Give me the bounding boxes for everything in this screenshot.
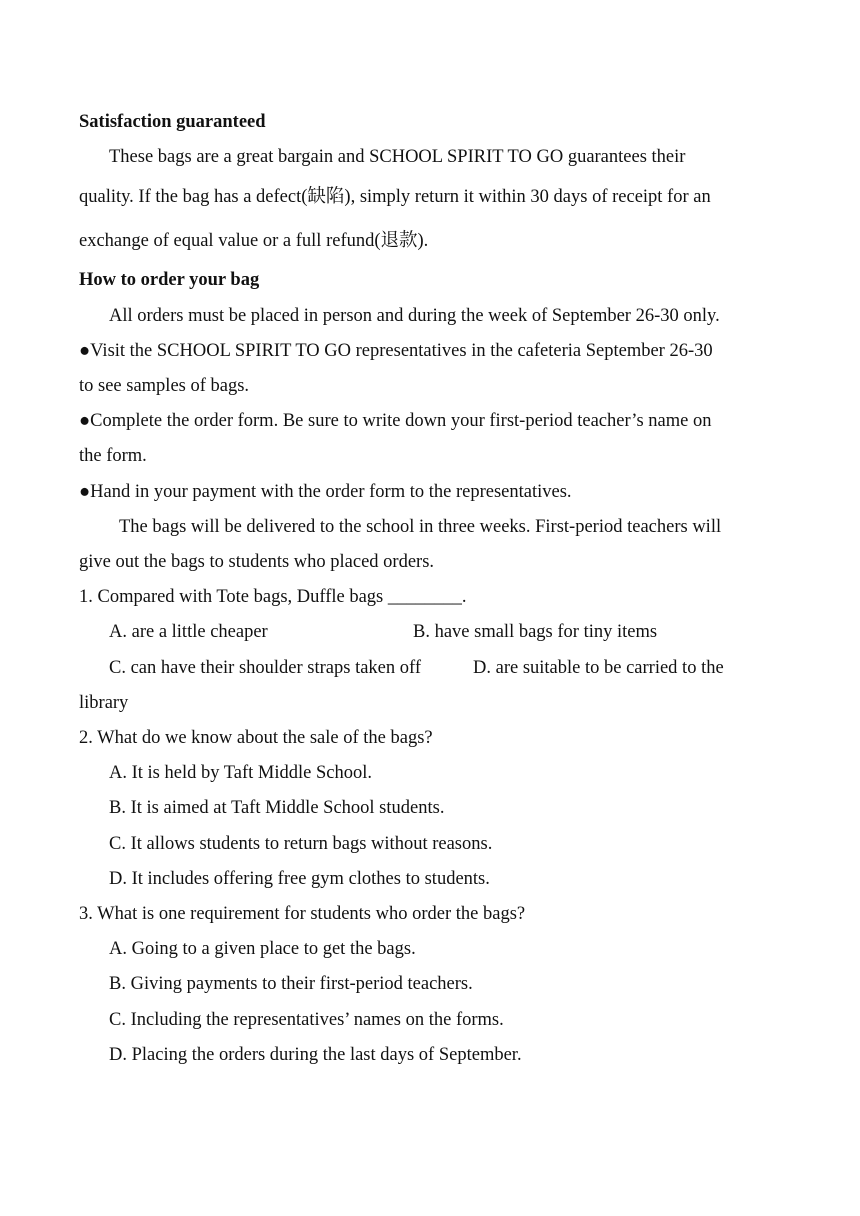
question-1-options-cd bbox=[79, 651, 779, 686]
question-3-option-b: B. Giving payments to their first-period teachers. bbox=[109, 974, 473, 995]
bullet-3: ●Hand in your payment with the order form to the representatives. bbox=[79, 481, 572, 502]
question-2-option-b: B. It is aimed at Taft Middle School students. bbox=[109, 798, 445, 819]
question-3-stem: 3. What is one requirement for students who order the bags? bbox=[79, 904, 526, 925]
delivery-line-1: The bags will be delivered to the school in three weeks. First-period teachers will bbox=[119, 516, 722, 537]
satisfaction-line-2: quality. If the bag has a defect(缺陷), simply return it within 30 days of receipt for an bbox=[79, 187, 711, 208]
question-1-stem: 1. Compared with Tote bags, Duffle bags ________. bbox=[79, 587, 467, 608]
bullet-1-line-2: to see samples of bags. bbox=[79, 376, 250, 397]
question-1-option-b: B. have small bags for tiny items bbox=[413, 622, 658, 643]
bullet-2-line-1: ●Complete the order form. Be sure to write down your first-period teacher’s name on bbox=[79, 411, 712, 432]
question-1-option-d-continued: library bbox=[79, 692, 129, 713]
order-intro: All orders must be placed in person and during the week of September 26-30 only. bbox=[109, 305, 720, 326]
section-heading-how-to-order: How to order your bag bbox=[79, 270, 260, 291]
question-1-option-a: A. are a little cheaper bbox=[109, 622, 268, 643]
question-2-option-c: C. It allows students to return bags without reasons. bbox=[109, 833, 493, 854]
question-1-options-ab bbox=[79, 615, 779, 650]
document-page bbox=[79, 105, 779, 1073]
question-3-option-d: D. Placing the orders during the last days of September. bbox=[109, 1044, 522, 1065]
section-heading-satisfaction: Satisfaction guaranteed bbox=[79, 112, 266, 132]
question-3-option-a: A. Going to a given place to get the bags. bbox=[109, 939, 416, 960]
bullet-2-line-2: the form. bbox=[79, 446, 147, 467]
question-2-option-d: D. It includes offering free gym clothes to students. bbox=[109, 868, 490, 889]
question-1-option-c: C. can have their shoulder straps taken off bbox=[109, 657, 422, 678]
delivery-line-2: give out the bags to students who placed orders. bbox=[79, 552, 435, 573]
satisfaction-line-1: These bags are a great bargain and SCHOOL SPIRIT TO GO guarantees their bbox=[109, 147, 686, 168]
satisfaction-line-3: exchange of equal value or a full refund(退款). bbox=[79, 231, 429, 252]
question-2-stem: 2. What do we know about the sale of the bags? bbox=[79, 728, 433, 749]
question-1-option-d: D. are suitable to be carried to the bbox=[473, 657, 724, 678]
bullet-1-line-1: ●Visit the SCHOOL SPIRIT TO GO representatives in the cafeteria September 26-30 bbox=[79, 340, 713, 361]
question-3-option-c: C. Including the representatives’ names on the forms. bbox=[109, 1009, 504, 1030]
question-2-option-a: A. It is held by Taft Middle School. bbox=[109, 763, 372, 784]
